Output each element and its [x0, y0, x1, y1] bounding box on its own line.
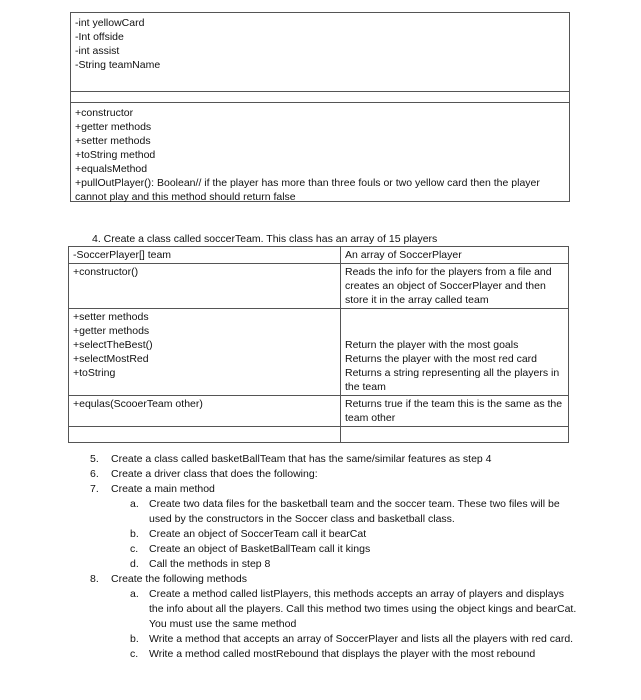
method-line: +equalsMethod [75, 163, 148, 175]
method-line: +toString method [75, 149, 156, 161]
table-row [69, 309, 569, 396]
attribute-line: -int assist [75, 45, 120, 57]
list-item [90, 632, 580, 647]
list-text: Create a class called basketBallTeam that has the same/similar features as step 4 [111, 453, 492, 465]
soccer-player-class-box [70, 12, 570, 202]
table-cell: +setter methods +getter methods +selectTheBest() +selectMostRed +toString [69, 309, 341, 396]
table-cell: Returns true if the team this is the same as the team other [341, 396, 569, 427]
list-number: 8. [90, 573, 99, 585]
list-number: d. [130, 558, 139, 570]
list-text: Write a method that accepts an array of SoccerPlayer and lists all the players with red card. [149, 633, 574, 645]
list-number: 5. [90, 453, 99, 465]
list-number: 7. [90, 483, 99, 495]
list-item [90, 482, 580, 497]
list-text: Create an object of SoccerTeam call it bearCat [149, 528, 367, 540]
attribute-line: -String teamName [75, 59, 161, 71]
list-item [90, 467, 580, 482]
list-text: Create two data files for the basketball team and the soccer team. These two files will be used by the constructors in the Soccer class and basketball class. [149, 498, 560, 525]
method-line: +setter methods [75, 135, 151, 147]
attribute-line: -int yellowCard [75, 17, 145, 29]
section-4-title: 4. Create a class called soccerTeam. This class has an array of 15 players [92, 233, 438, 245]
table-cell [69, 427, 341, 443]
instruction-list [90, 452, 580, 662]
method-line: +constructor [75, 107, 134, 119]
list-text: Write a method called mostRebound that displays the player with the most rebound [149, 648, 536, 660]
list-item [90, 557, 580, 572]
list-item [90, 542, 580, 557]
attributes-cell [71, 13, 569, 92]
table-cell: -SoccerPlayer[] team [69, 247, 341, 264]
list-text: Create the following methods [111, 573, 247, 585]
table-cell: Return the player with the most goals Returns the player with the most red card Returns a string representing all the players in the team [341, 309, 569, 396]
list-item [90, 527, 580, 542]
methods-cell [71, 103, 569, 207]
list-text: Create a method called listPlayers, this methods accepts an array of players and displays the info about all the players. Call this method two times using the object kings and bearCat. You must use the same method [149, 588, 577, 630]
table-row [69, 264, 569, 309]
list-item [90, 587, 580, 632]
list-text: Create an object of BasketBallTeam call it kings [149, 543, 371, 555]
method-line: +pullOutPlayer(): Boolean// if the player has more than three fouls or two yellow card then the player cannot play and this method should return false [75, 177, 543, 203]
table-cell: Reads the info for the players from a file and creates an object of SoccerPlayer and then store it in the array called team [341, 264, 569, 309]
table-cell: +constructor() [69, 264, 341, 309]
table-cell [341, 427, 569, 443]
table-row [69, 396, 569, 427]
table-cell: An array of SoccerPlayer [341, 247, 569, 264]
list-item [90, 572, 580, 587]
list-number: c. [130, 648, 139, 660]
list-number: 6. [90, 468, 99, 480]
table-cell: +equlas(ScooerTeam other) [69, 396, 341, 427]
list-item [90, 647, 580, 662]
list-item [90, 497, 580, 527]
table-row [69, 247, 569, 264]
list-text: Call the methods in step 8 [149, 558, 271, 570]
empty-cell [71, 92, 569, 103]
attribute-line: -Int offside [75, 31, 124, 43]
method-line: +getter methods [75, 121, 152, 133]
list-item [90, 452, 580, 467]
table-row [69, 427, 569, 443]
list-text: Create a driver class that does the following: [111, 468, 318, 480]
soccer-team-class-table [68, 246, 569, 443]
list-number: b. [130, 528, 139, 540]
list-number: a. [130, 588, 139, 600]
list-number: b. [130, 633, 139, 645]
list-text: Create a main method [111, 483, 215, 495]
list-number: c. [130, 543, 139, 555]
list-number: a. [130, 498, 139, 510]
